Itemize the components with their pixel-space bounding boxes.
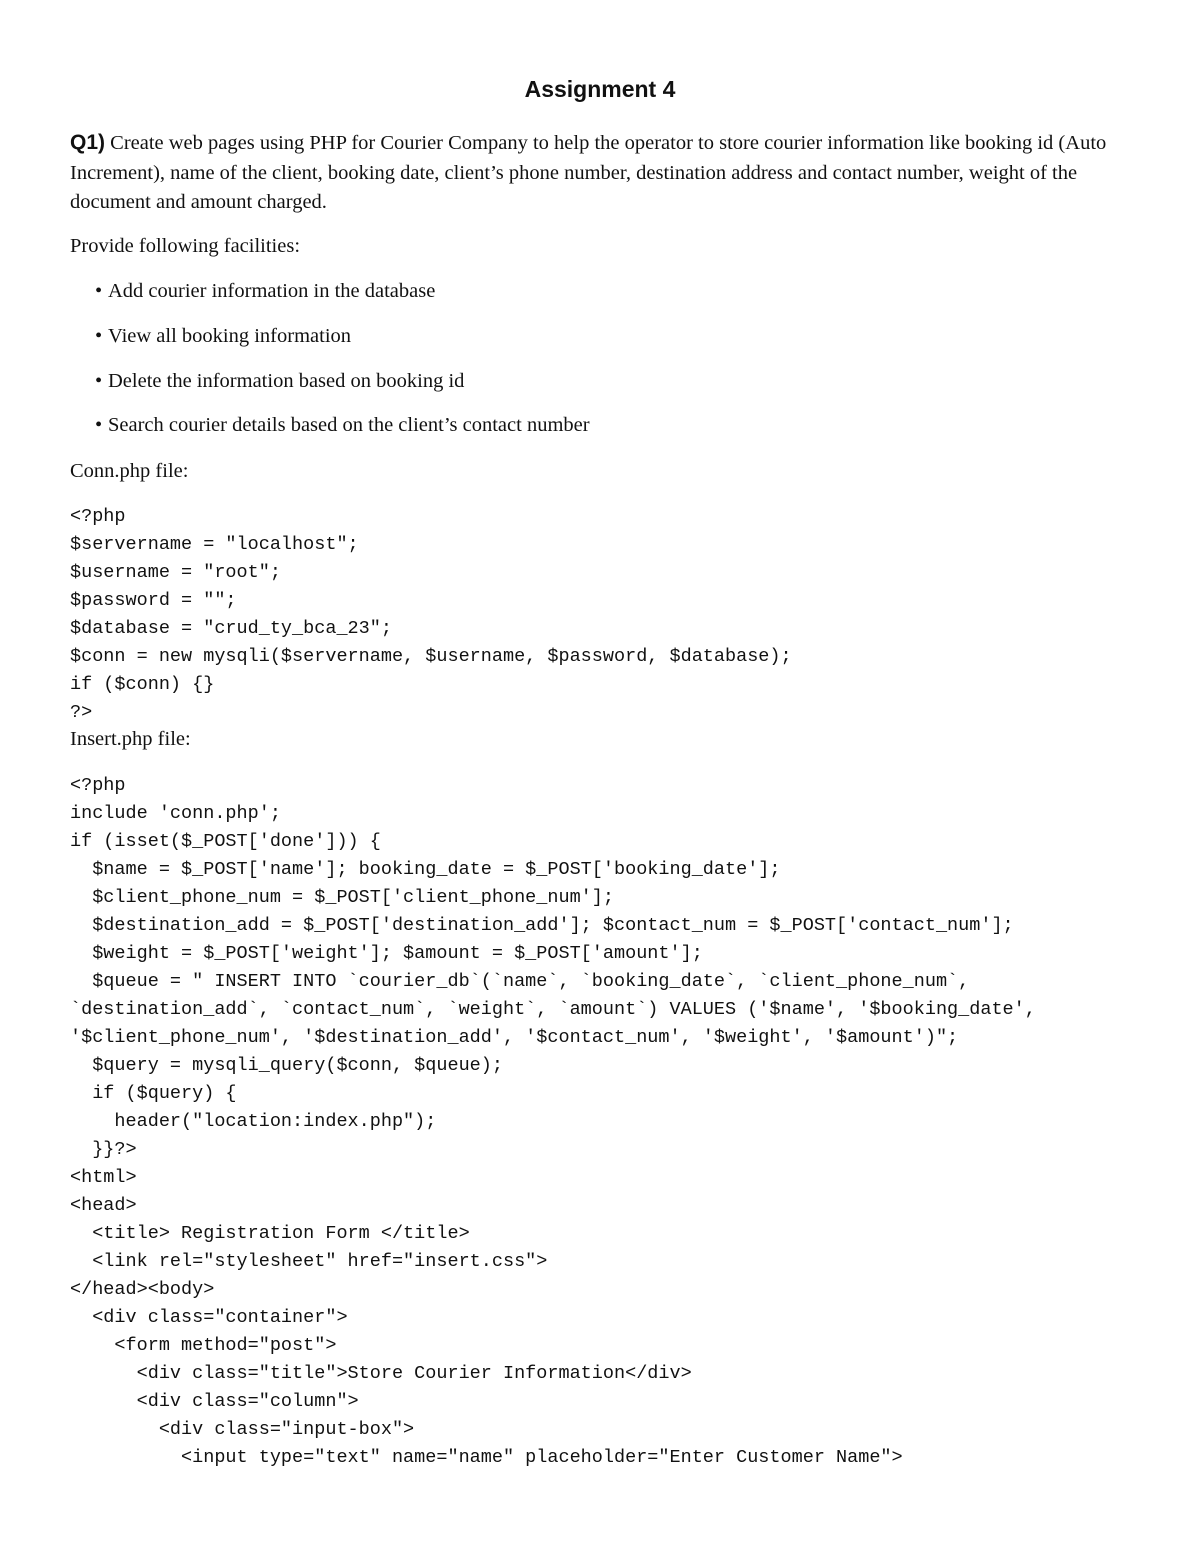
facilities-heading: Provide following facilities:	[70, 235, 301, 257]
code-line: if ($conn) {}	[70, 674, 215, 695]
facility-item: • Delete the information based on booking id	[95, 367, 464, 395]
code-line: <title> Registration Form </title>	[70, 1223, 470, 1244]
code-line: <div class="title">Store Courier Information</div>	[70, 1363, 692, 1384]
code-line: $client_phone_num = $_POST['client_phone_num'];	[70, 887, 614, 908]
code-line: $weight = $_POST['weight']; $amount = $_POST['amount'];	[70, 943, 703, 964]
code-line: `destination_add`, `contact_num`, `weight`, `amount`) VALUES ('$name', '$booking_date',	[70, 999, 1036, 1020]
code-line: <div class="container">	[70, 1307, 348, 1328]
code-line: <div class="column">	[70, 1391, 359, 1412]
insert-file-heading: Insert.php file:	[70, 728, 191, 750]
code-line: header("location:index.php");	[70, 1111, 437, 1132]
code-line: $servername = "localhost";	[70, 534, 359, 555]
code-line: $conn = new mysqli($servername, $username, $password, $database);	[70, 646, 792, 667]
bullet-icon: •	[95, 280, 103, 302]
code-line: $username = "root";	[70, 562, 281, 583]
insert-code-block	[70, 772, 1036, 1472]
facility-item: • Search courier details based on the client’s contact number	[95, 411, 590, 439]
code-line: </head><body>	[70, 1279, 215, 1300]
bullet-icon: •	[95, 325, 103, 347]
code-line: <?php	[70, 506, 126, 527]
code-line: $queue = " INSERT INTO `courier_db`(`name`, `booking_date`, `client_phone_num`,	[70, 971, 970, 992]
conn-code-block	[70, 503, 792, 727]
code-line: include 'conn.php';	[70, 803, 281, 824]
code-line: $name = $_POST['name']; booking_date = $_POST['booking_date'];	[70, 859, 781, 880]
question-label: Q1)	[70, 131, 106, 154]
code-line: $password = "";	[70, 590, 237, 611]
code-line: '$client_phone_num', '$destination_add', '$contact_num', '$weight', '$amount')";	[70, 1027, 959, 1048]
code-line: if (isset($_POST['done'])) {	[70, 831, 381, 852]
code-line: ?>	[70, 702, 93, 723]
code-line: <html>	[70, 1167, 137, 1188]
code-line: $database = "crud_ty_bca_23";	[70, 618, 392, 639]
code-line: <input type="text" name="name" placeholder="Enter Customer Name">	[70, 1447, 903, 1468]
code-line: <?php	[70, 775, 126, 796]
code-line: <link rel="stylesheet" href="insert.css">	[70, 1251, 548, 1272]
code-line: if ($query) {	[70, 1083, 237, 1104]
code-line: $destination_add = $_POST['destination_add']; $contact_num = $_POST['contact_num'];	[70, 915, 1014, 936]
bullet-icon: •	[95, 414, 103, 436]
code-line: <head>	[70, 1195, 137, 1216]
facility-item: • View all booking information	[95, 322, 351, 350]
document-title: Assignment 4	[524, 76, 676, 102]
code-line: <div class="input-box">	[70, 1419, 415, 1440]
bullet-icon: •	[95, 370, 103, 392]
facility-item: • Add courier information in the database	[95, 277, 435, 305]
code-line: }}?>	[70, 1139, 137, 1160]
question-paragraph	[70, 128, 1140, 218]
code-line: <form method="post">	[70, 1335, 337, 1356]
code-line: $query = mysqli_query($conn, $queue);	[70, 1055, 503, 1076]
question-text: Create web pages using PHP for Courier Company to help the operator to store courier information like booking id (Auto Increment), name of the client, booking date, client’s phone number, destination address and contact number, weight of the document and amount charged.	[70, 132, 1107, 213]
conn-file-heading: Conn.php file:	[70, 460, 189, 482]
